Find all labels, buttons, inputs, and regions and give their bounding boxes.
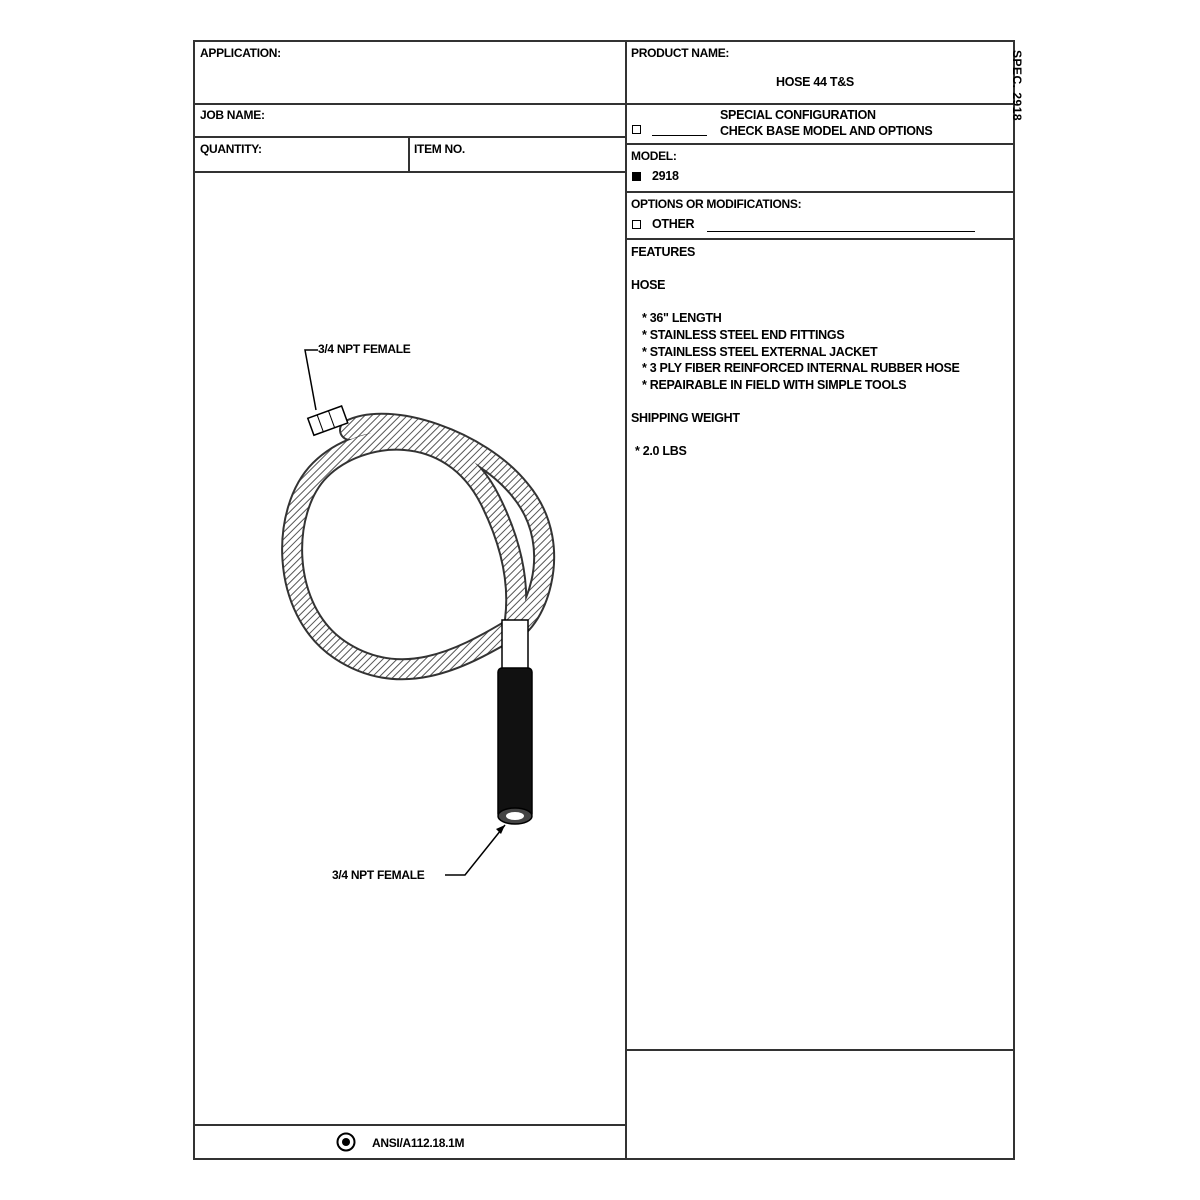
shipping-weight-value: * 2.0 LBS [635,444,687,458]
list-item: * REPAIRABLE IN FIELD WITH SIMPLE TOOLS [642,378,907,393]
model-checkbox-checked[interactable] [632,172,641,181]
divider [194,1124,625,1126]
application-label: APPLICATION: [200,46,281,60]
ferrule [502,620,528,670]
top-callout-leader [305,350,318,410]
bottom-callout-leader [445,825,505,875]
item-no-label: ITEM NO. [414,142,465,156]
divider [626,191,1014,193]
divider [626,238,1014,240]
model-label: MODEL: [631,149,677,163]
other-option-blank[interactable] [707,231,975,232]
certification-logo-icon [336,1132,356,1152]
other-option-label: OTHER [652,217,695,231]
other-option-checkbox[interactable] [632,220,641,229]
special-config-checkbox[interactable] [632,125,641,134]
options-label: OPTIONS OR MODIFICATIONS: [631,197,802,211]
divider [408,136,410,171]
special-config-line1: SPECIAL CONFIGURATION [720,108,876,122]
features-heading: FEATURES [631,245,696,259]
divider [194,103,625,105]
list-item: * STAINLESS STEEL EXTERNAL JACKET [642,344,878,359]
special-config-line2: CHECK BASE MODEL AND OPTIONS [720,124,933,138]
divider [626,143,1014,145]
list-item: * 36" LENGTH [642,311,722,325]
spec-side-label: SPEC. 2918 [1010,50,1024,122]
shipping-weight-heading: SHIPPING WEIGHT [631,411,740,425]
divider [626,1049,1014,1051]
divider [194,171,625,173]
rubber-grip [498,668,532,818]
callout-top: 3/4 NPT FEMALE [318,342,411,356]
product-name-label: PRODUCT NAME: [631,46,730,60]
certification-text: ANSI/A112.18.1M [372,1136,465,1150]
callout-bottom: 3/4 NPT FEMALE [332,868,425,882]
divider [626,103,1014,105]
quantity-label: QUANTITY: [200,142,262,156]
hose-feature-list [642,310,960,394]
product-name-value: HOSE 44 T&S [776,75,854,89]
column-divider [625,41,627,1159]
list-item: * STAINLESS STEEL END FITTINGS [642,327,845,342]
special-config-blank [652,135,707,136]
hose-heading: HOSE [631,278,666,292]
list-item: * 3 PLY FIBER REINFORCED INTERNAL RUBBER HOSE [642,361,960,376]
job-name-label: JOB NAME: [200,108,265,122]
model-value: 2918 [652,169,679,183]
hose-illustration [280,330,580,890]
